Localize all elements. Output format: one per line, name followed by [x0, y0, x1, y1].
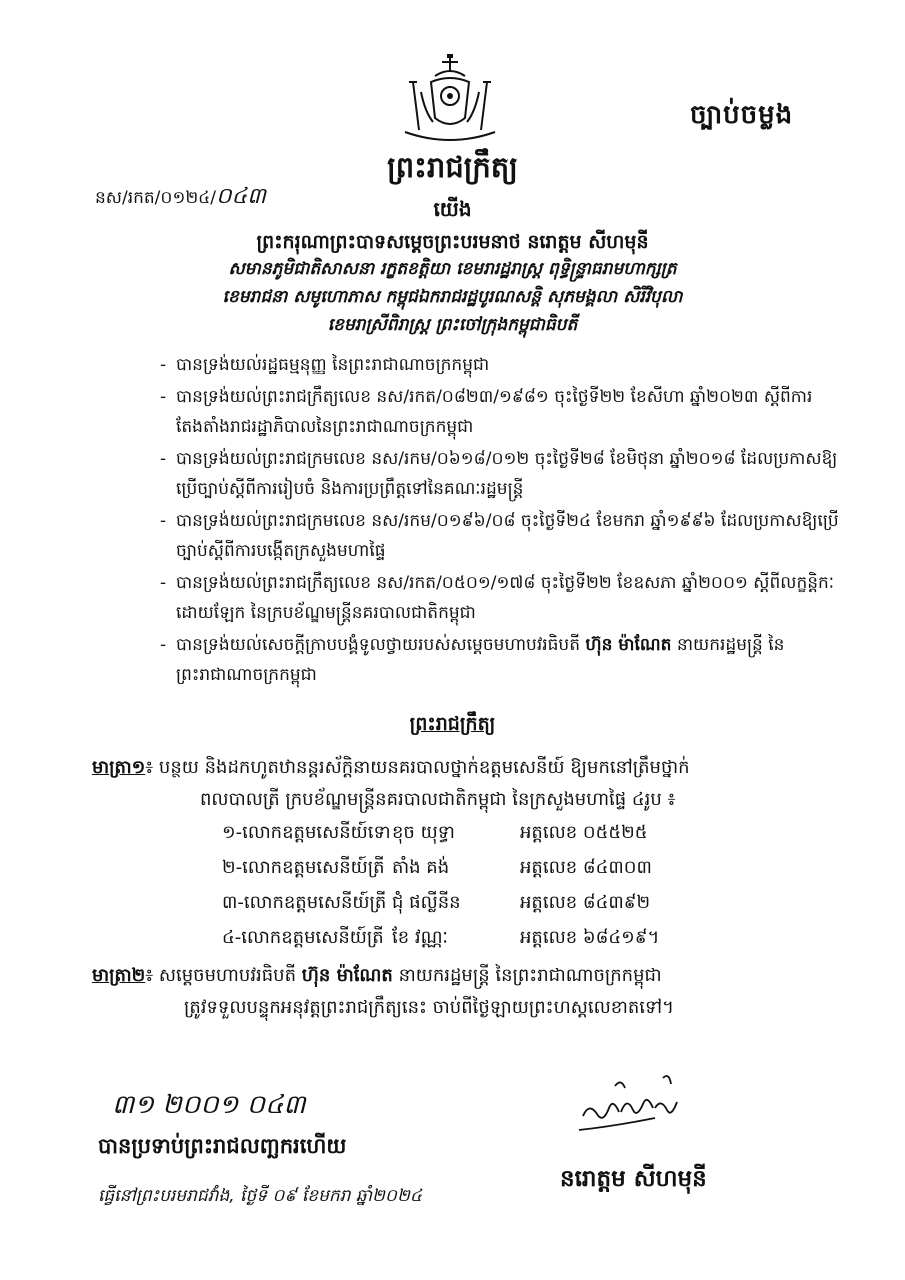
recital-text: [176, 630, 840, 690]
certified-copy-label: ច្បាប់ចម្លង: [690, 100, 794, 130]
royal-title-line-4: ខេមរាស្រីពិរាស្ត្រ ព្រះចៅក្រុងកម្ពុជាធិបតី: [327, 315, 578, 335]
article-2-prime-minister-name: ហ៊ុន ម៉ាណែត: [301, 965, 393, 986]
official-rank: ៣-លោកឧត្តមសេនីយ៍ត្រី: [222, 892, 387, 913]
official-rank: ១-លោកឧត្តមសេនីយ៍ទោ: [222, 822, 391, 843]
recital-item: - បានទ្រង់យល់ព្រះរាជក្រឹត្យលេខ នស/រកត/០៨២៣/១៩៨១ ចុះថ្ងៃទី២២ ខែសីហា ឆ្នាំ២០២៣ ស្តីពីការតែងតាំងរាជរដ្ឋាភិបាលនៃព្រះរាជាណាចក្រកម្ពុជា: [160, 382, 840, 442]
reference-handwritten-number: ០៤៣: [215, 184, 266, 209]
article-1-line-2: ពលបាលត្រី ក្របខ័ណ្ឌមន្ត្រីនគរបាលជាតិកម្ពុជា នៃក្រសួងមហាផ្ទៃ ៤រូប ៖: [200, 789, 676, 810]
recitals-list: [160, 350, 840, 692]
document-title: ព្រះរាជក្រឹត្យ: [387, 150, 518, 184]
official-row: [222, 925, 680, 952]
recital-text: បានទ្រង់យល់ព្រះរាជក្រមលេខ នស/រកម/០១៩៦/០៨ ចុះថ្ងៃទី២៤ ខែមករា ឆ្នាំ១៩៩៦ ដែលប្រកាសឱ្យប្រើច្បាប់ស្តីពីការបង្កើតក្រសួងមហាផ្ទៃ: [176, 511, 839, 561]
article-2-label: មាត្រា២: [92, 965, 146, 986]
signer-name: នរោត្តម សីហមុនី: [560, 1166, 707, 1192]
recital-item: - បានទ្រង់យល់សេចក្តីក្រាបបង្គំទូលថ្វាយរបស់សម្តេចមហាបវរធិបតី ហ៊ុន ម៉ាណែត នាយករដ្ឋមន្ត្រី នៃព្រះរាជាណាចក្រកម្ពុជា: [160, 630, 840, 690]
article-2-post: នាយករដ្ឋមន្ត្រី នៃព្រះរាជាណាចក្រកម្ពុជា: [398, 965, 662, 986]
recital-item: - បានទ្រង់យល់ព្រះរាជក្រឹត្យលេខ នស/រកត/០៥០១/១៧៨ ចុះថ្ងៃទី២២ ខែឧសភា ឆ្នាំ២០០១ ស្តីពីលក្ខន្តិកៈដោយឡែក នៃក្របខ័ណ្ឌមន្ត្រីនគរបាលជាតិកម្ពុជា: [160, 568, 840, 628]
royal-title-line-2: សមានភូមិជាតិសាសនា រក្ខតខត្តិយា ខេមរារដ្ឋរាស្ត្រ ពុទ្ធិន្ទ្រាធរាមហាក្សត្រ: [228, 259, 677, 279]
issued-place-date: ធ្វើនៅព្រះបរមរាជវាំង, ថ្ងៃទី ០៩ ខែមករា ឆ្នាំ២០២៤: [98, 1186, 422, 1206]
royal-seal-note: បានប្រទាប់ព្រះរាជលញ្ឆករហើយ: [98, 1134, 347, 1158]
article-1: មាត្រា១៖ បន្ថយ និងដកហូតឋានន្តរស័ក្តិនាយនគរបាលថ្នាក់ឧត្តមសេនីយ៍ ឱ្យមកនៅត្រឹមថ្នាក់ ពលបាលត្រី ក្របខ័ណ្ឌមន្ត្រីនគរបាលជាតិកម្ពុជា នៃក្រសួងមហាផ្ទៃ ៤រូប ៖: [92, 752, 812, 816]
article-1-label: មាត្រា១: [92, 757, 146, 778]
decision-heading: ព្រះរាជក្រឹត្យ: [409, 713, 496, 735]
official-row: [222, 890, 680, 917]
article-2-pre: សម្តេចមហាបវរធិបតី: [158, 965, 297, 986]
article-2-line-2: ត្រូវទទួលបន្ទុកអនុវត្តព្រះរាជក្រឹត្យនេះ ចាប់ពីថ្ងៃឡាយព្រះហស្តលេខាតទៅ។: [184, 997, 674, 1018]
official-row: [222, 820, 680, 847]
official-name: តាំង គង់: [392, 857, 450, 878]
recital-item: - បានទ្រង់យល់ព្រះរាជក្រមលេខ នស/រកម/០៦១៨/០១២ ចុះថ្ងៃទី២៨ ខែមិថុនា ឆ្នាំ២០១៨ ដែលប្រកាសឱ្យប្រើច្បាប់ស្តីពីការរៀបចំ និងការប្រព្រឹត្តទៅនៃគណៈរដ្ឋមន្ត្រី: [160, 444, 840, 504]
official-id: អត្តលេខ ៦៨៤១៩។: [520, 927, 660, 948]
handwritten-date: ៣១ ២០០១ ០៤៣: [112, 1090, 306, 1120]
official-row: [222, 855, 680, 882]
recital-text: បានទ្រង់យល់ព្រះរាជក្រមលេខ នស/រកម/០៦១៨/០១២ ចុះថ្ងៃទី២៨ ខែមិថុនា ឆ្នាំ២០១៨ ដែលប្រកាសឱ្យប្រើច្បាប់ស្តីពីការរៀបចំ និងការប្រព្រឹត្តទៅនៃគណៈរដ្ឋមន្ត្រី: [176, 449, 838, 499]
recital-text-post: នាយករដ្ឋមន្ត្រី នៃព្រះរាជាណាចក្រកម្ពុជា: [176, 635, 785, 685]
recital-text: បានទ្រង់យល់រដ្ឋធម្មនុញ្ញ នៃព្រះរាជាណាចក្រកម្ពុជា: [176, 355, 490, 375]
recital-text: បានទ្រង់យល់ព្រះរាជក្រឹត្យលេខ នស/រកត/០៨២៣/១៩៨១ ចុះថ្ងៃទី២២ ខែសីហា ឆ្នាំ២០២៣ ស្តីពីការតែងតាំងរាជរដ្ឋាភិបាលនៃព្រះរាជាណាចក្រកម្ពុជា: [176, 387, 813, 437]
recital-item: - បានទ្រង់យល់រដ្ឋធម្មនុញ្ញ នៃព្រះរាជាណាចក្រកម្ពុជា: [160, 350, 840, 380]
official-name: ខែ វណ្ណៈ: [392, 927, 449, 948]
official-rank: ២-លោកឧត្តមសេនីយ៍ត្រី: [222, 857, 385, 878]
official-name: ជុំ ផល្លីនីន: [392, 892, 461, 913]
recital-text: បានទ្រង់យល់ព្រះរាជក្រឹត្យលេខ នស/រកត/០៥០១/១៧៨ ចុះថ្ងៃទី២២ ខែឧសភា ឆ្នាំ២០០១ ស្តីពីលក្ខន្តិកៈដោយឡែក នៃក្របខ័ណ្ឌមន្ត្រីនគរបាលជាតិកម្ពុជា: [176, 573, 835, 623]
recital-item: - បានទ្រង់យល់ព្រះរាជក្រមលេខ នស/រកម/០១៩៦/០៨ ចុះថ្ងៃទី២៤ ខែមករា ឆ្នាំ១៩៩៦ ដែលប្រកាសឱ្យប្រើច្បាប់ស្តីពីការបង្កើតក្រសួងមហាផ្ទៃ: [160, 506, 840, 566]
article-1-line-1: បន្ថយ និងដកហូតឋានន្តរស័ក្តិនាយនគរបាលថ្នាក់ឧត្តមសេនីយ៍ ឱ្យមកនៅត្រឹមថ្នាក់: [158, 757, 690, 778]
official-id: អត្តលេខ ០៥៥២៥: [520, 822, 648, 843]
yeung-heading: យើង: [433, 197, 472, 221]
article-2: មាត្រា២៖ សម្តេចមហាបវរធិបតី ហ៊ុន ម៉ាណែត នាយករដ្ឋមន្ត្រី នៃព្រះរាជាណាចក្រកម្ពុជា ត្រូវទទួលបន្ទុកអនុវត្តព្រះរាជក្រឹត្យនេះ ចាប់ពីថ្ងៃឡាយព្រះហស្តលេខាតទៅ។: [92, 960, 832, 1024]
royal-coat-of-arms-icon: [395, 52, 505, 144]
royal-title-line-1: ព្រះករុណាព្រះបាទសម្តេចព្រះបរមនាថ នរោត្តម សីហមុនី: [256, 231, 649, 253]
royal-title-line-3: ខេមរាជនា សមូហោភាស កម្ពុជឯករាជរដ្ឋបូរណសន្តិ សុភមង្គលា សិរីវិបុលា: [222, 287, 683, 307]
official-rank: ៤-លោកឧត្តមសេនីយ៍ត្រី: [222, 927, 384, 948]
official-name: ខុច យុទ្ធា: [392, 822, 455, 843]
recital-prime-minister-name: ហ៊ុន ម៉ាណែត: [585, 635, 672, 655]
official-id: អត្តលេខ ៨៤៣០៣: [520, 857, 652, 878]
royal-signature: [575, 1068, 695, 1138]
official-id: អត្តលេខ ៨៤៣៩២: [520, 892, 651, 913]
recital-text-pre: បានទ្រង់យល់សេចក្តីក្រាបបង្គំទូលថ្វាយរបស់សម្តេចមហាបវរធិបតី: [176, 635, 580, 655]
reference-prefix: នស/រកត/០១២៤/: [95, 188, 216, 208]
